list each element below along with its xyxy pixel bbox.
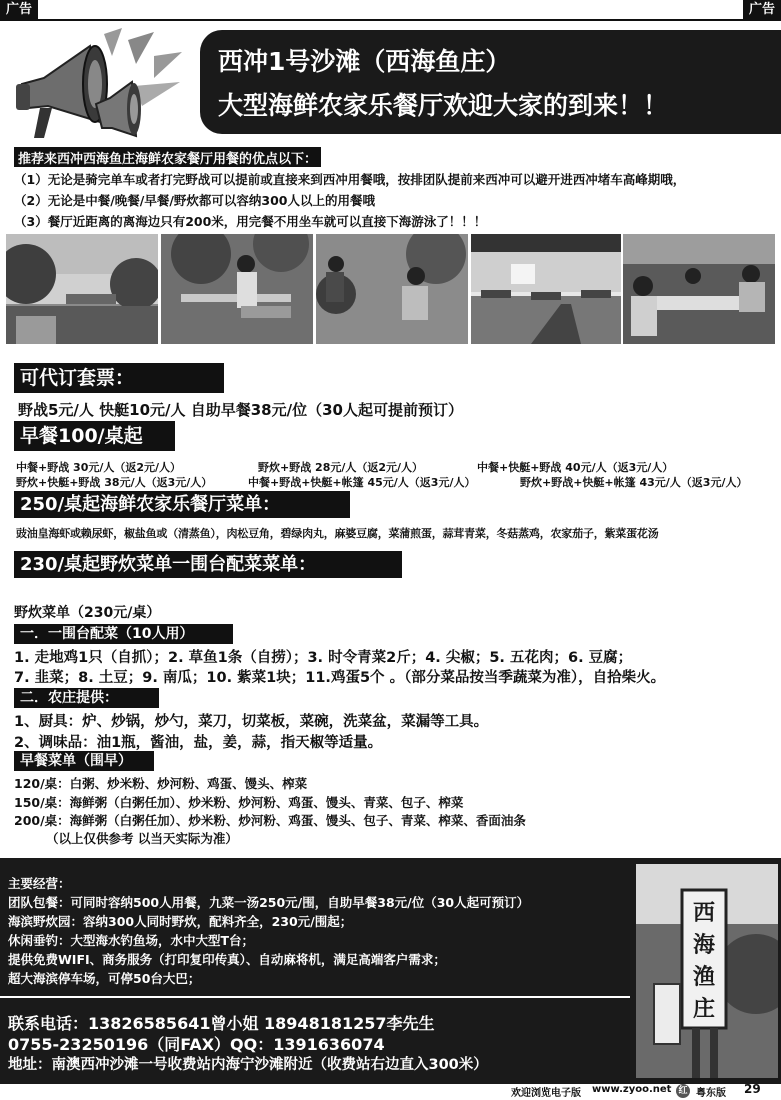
contact-fax-qq: 0755-23250196（同FAX）QQ：1391636074 — [8, 1035, 385, 1054]
menu230-section1-line1: 1. 走地鸡1只（自抓）；2. 草鱼1条（自捞）；3. 时令青菜2斤；4. 尖椒；5. 五花肉；6. 豆腐； — [14, 650, 633, 666]
business-heading: 主要经营： — [8, 876, 71, 891]
business-line-3: 休闲垂钓：大型海水钓鱼场，水中大型T台； — [8, 933, 255, 948]
ad-label-right: 广告 — [743, 0, 781, 20]
menu250-items: 豉油皇海虾或赖尿虾，椒盐鱼或（清蒸鱼），肉松豆角，碧绿肉丸，麻婆豆腐，菜蒲煎蛋，蒜茸青菜，冬菇蒸鸡，农家茄子，紫菜蛋花汤 — [16, 527, 659, 540]
package-row2-col2: 中餐+野战+快艇+帐篷 45元/人（返3元/人） — [248, 476, 476, 489]
footer-edition: 粤东版 — [696, 1088, 726, 1099]
tickets-heading: 可代订套票： — [14, 363, 224, 393]
footer-url[interactable]: www.zyoo.net — [592, 1084, 672, 1095]
photo-seaside — [6, 234, 158, 344]
recommend-heading: 推荐来西冲西海鱼庄海鲜农家餐厅用餐的优点以下： — [14, 147, 321, 167]
tickets-line: 野战5元/人 快艇10元/人 自助早餐38元/位（30人起可提前预订） — [18, 401, 463, 419]
package-row1-col3: 中餐+快艇+野战 40元/人（返3元/人） — [477, 461, 674, 474]
breakfast-menu-heading: 早餐菜单（围早） — [14, 751, 154, 771]
photo-campfire — [316, 234, 468, 344]
menu230-section1-title: 一．一围台配菜（10人用） — [14, 624, 233, 644]
menu230-section2-title: 二．农庄提供： — [14, 688, 159, 708]
photo-sign — [636, 864, 778, 1078]
business-line-4: 提供免费WIFI、商务服务（打印复印传真）、自动麻将机，满足高端客户需求； — [8, 952, 446, 967]
business-line-2: 海滨野炊园：容纳300人同时野炊，配料齐全，230元/围起； — [8, 914, 353, 929]
page-number: 29 — [744, 1082, 761, 1096]
ad-label-left: 广告 — [0, 0, 38, 20]
business-line-5: 超大海滨停车场，可停50台大巴； — [8, 971, 201, 986]
photo-dining-hall — [471, 234, 621, 344]
menu230-section2-line1: 1、厨具：炉、炒锅，炒勺，菜刀，切菜板，菜碗，洗菜盆，菜漏等工具。 — [14, 714, 489, 730]
recommend-point-3: （3）餐厅近距离的离海边只有200米，用完餐不用坐车就可以直接下海游泳了！！！ — [14, 214, 487, 229]
footer-badge-icon: 红 — [676, 1084, 690, 1098]
megaphone-icon — [4, 26, 194, 146]
menu250-heading: 250/桌起海鲜农家乐餐厅菜单： — [14, 491, 350, 518]
photo-guests-eating — [623, 234, 775, 344]
recommend-point-2: （2）无论是中餐/晚餐/早餐/野炊都可以容纳300人以上的用餐哦 — [14, 193, 375, 208]
menu230-heading: 230/桌起野炊菜单一围台配菜菜单： — [14, 551, 402, 578]
package-row2-col3: 野炊+野战+快艇+帐篷 43元/人（返3元/人） — [520, 476, 748, 489]
title-line-2: 大型海鲜农家乐餐厅欢迎大家的到来！！ — [218, 91, 669, 120]
package-row2-col1: 野炊+快艇+野战 38元/人（返3元/人） — [16, 476, 213, 489]
footer-welcome: 欢迎浏览电子版 — [511, 1088, 581, 1099]
package-row1-col2: 野炊+野战 28元/人（返2元/人） — [258, 461, 424, 474]
recommend-point-1: （1）无论是骑完单车或者打完野战可以提前或直接来到西冲用餐哦，按排团队提前来西冲可以避开进西冲堵车高峰期哦， — [14, 172, 686, 187]
menu230-section1-line2: 7. 韭菜；8. 土豆；9. 南瓜；10. 紫菜1块；11.鸡蛋5个 。（部分菜品按当季蔬菜为准），自拾柴火。 — [14, 670, 666, 686]
breakfast-row-150: 150/桌：海鲜粥（白粥任加）、炒米粉、炒河粉、鸡蛋、馒头、青菜、包子、榨菜 — [14, 795, 464, 810]
title-line-1: 西冲1号沙滩（西海鱼庄） — [218, 47, 511, 76]
photo-cooking — [161, 234, 313, 344]
menu230-section2-line2: 2、调味品：油1瓶，酱油，盐，姜，蒜，指天椒等适量。 — [14, 735, 383, 751]
contact-divider — [0, 996, 630, 998]
package-row1-col1: 中餐+野战 30元/人（返2元/人） — [16, 461, 182, 474]
breakfast-row-200: 200/桌：海鲜粥（白粥任加）、炒米粉、炒河粉、鸡蛋、馒头、包子、青菜、榨菜、香面油条 — [14, 813, 526, 828]
contact-phone: 联系电话：13826585641曾小姐 18948181257李先生 — [8, 1014, 435, 1033]
sign-text: 西海渔庄 — [692, 901, 715, 1022]
menu230-subtitle: 野炊菜单（230元/桌） — [14, 605, 161, 621]
breakfast-row-120: 120/桌：白粥、炒米粉、炒河粉、鸡蛋、馒头、榨菜 — [14, 776, 308, 791]
contact-address: 地址：南澳西冲沙滩一号收费站内海宁沙滩附近（收费站右边直入300米） — [8, 1057, 488, 1073]
breakfast-note: （以上仅供参考 以当天实际为准） — [46, 831, 238, 846]
business-line-1: 团队包餐：可同时容纳500人用餐，九菜一汤250元/围，自助早餐38元/位（30人起可预订） — [8, 895, 530, 910]
header-divider — [0, 19, 781, 21]
breakfast-price-heading: 早餐100/桌起 — [14, 421, 175, 451]
